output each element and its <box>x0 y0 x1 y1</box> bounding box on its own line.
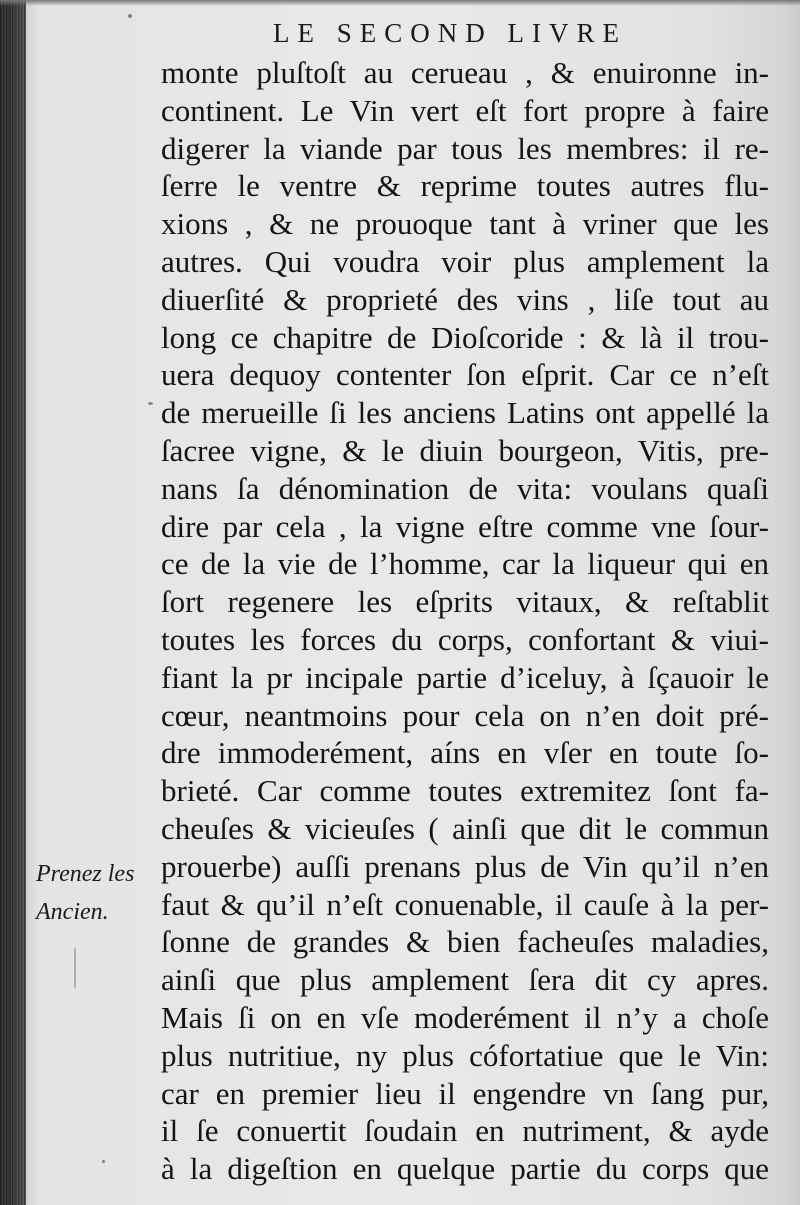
text-line: long ce chapitre de Dioſcoride : & là il trou- <box>161 319 769 355</box>
running-title: LE SECOND LIVRE <box>273 18 627 48</box>
text-line: plus nutritiue, ny plus cófortatiue que le Vin: <box>161 1037 769 1073</box>
text-line: uera dequoy contenter ſon eſprit. Car ce n’eſt <box>161 357 769 393</box>
text-line: ce de la vie de l’homme, car la liqueur qui en <box>161 546 769 582</box>
text-line: de merueille ſi les anciens Latins ont appellé la <box>161 395 769 431</box>
text-line: continent. Le Vin vert eſt fort propre à faire <box>161 92 769 128</box>
text-line: ſonne de grandes & bien facheuſes maladies, <box>161 924 769 960</box>
marginal-note-line: Prenez les <box>36 861 135 887</box>
text-line: il ſe conuertit ſoudain en nutriment, & ayde <box>161 1113 769 1149</box>
ink-speck <box>102 1160 105 1163</box>
text-line: nans ſa dénomination de vita: voulans quaſi <box>161 470 769 506</box>
ink-speck <box>148 402 153 405</box>
text-line: car en premier lieu il engendre vn ſang pur, <box>161 1075 769 1111</box>
text-line: ſacree vigne, & le diuin bourgeon, Vitis, pre- <box>161 432 769 468</box>
text-line: dre immoderément, aíns en vſer en toute ſo- <box>161 735 769 771</box>
page-top-edge <box>0 0 800 6</box>
text-line: xions , & ne prouoque tant à vriner que les <box>161 206 769 242</box>
ink-speck <box>74 948 76 988</box>
marginal-note-line: Ancien. <box>36 899 109 925</box>
marginal-note <box>36 855 156 931</box>
text-line: brieté. Car comme toutes extremitez ſont fa- <box>161 773 769 809</box>
text-line: Mais ſi on en vſe moderément il n’y a choſe <box>161 999 769 1035</box>
text-line: dire par cela , la vigne eſtre comme vne ſour- <box>161 508 769 544</box>
text-line: digerer la viande par tous les membres: il re- <box>161 130 769 166</box>
text-line: ſerre le ventre & reprime toutes autres flu- <box>161 168 769 204</box>
ink-speck <box>128 14 132 18</box>
text-line: ainſi que plus amplement ſera dit cy apres. <box>161 962 769 998</box>
text-line: faut & qu’il n’eſt conuenable, il cauſe à la per- <box>161 886 769 922</box>
text-line: cheuſes & vicieuſes ( ainſi que dit le commun <box>161 810 769 846</box>
text-line: cœur, neantmoins pour cela on n’en doit pré- <box>161 697 769 733</box>
text-line: fiant la pr incipale partie d’iceluy, à ſçauoir le <box>161 659 769 695</box>
book-spine <box>0 0 26 1205</box>
text-line: ſort regenere les eſprits vitaux, & reſtablit <box>161 584 769 620</box>
text-line: prouerbe) auſſi prenans plus de Vin qu’il n’en <box>161 848 769 884</box>
text-line: autres. Qui voudra voir plus amplement la <box>161 243 769 279</box>
text-line: toutes les forces du corps, confortant & viui- <box>161 621 769 657</box>
text-line: à la digeſtion en quelque partie du corps que <box>161 1151 769 1187</box>
text-line: diuerſité & proprieté des vins , liſe tout au <box>161 281 769 317</box>
text-line: monte pluſtoſt au cerueau , & enuironne in- <box>161 55 769 90</box>
main-text-block <box>161 54 769 1188</box>
